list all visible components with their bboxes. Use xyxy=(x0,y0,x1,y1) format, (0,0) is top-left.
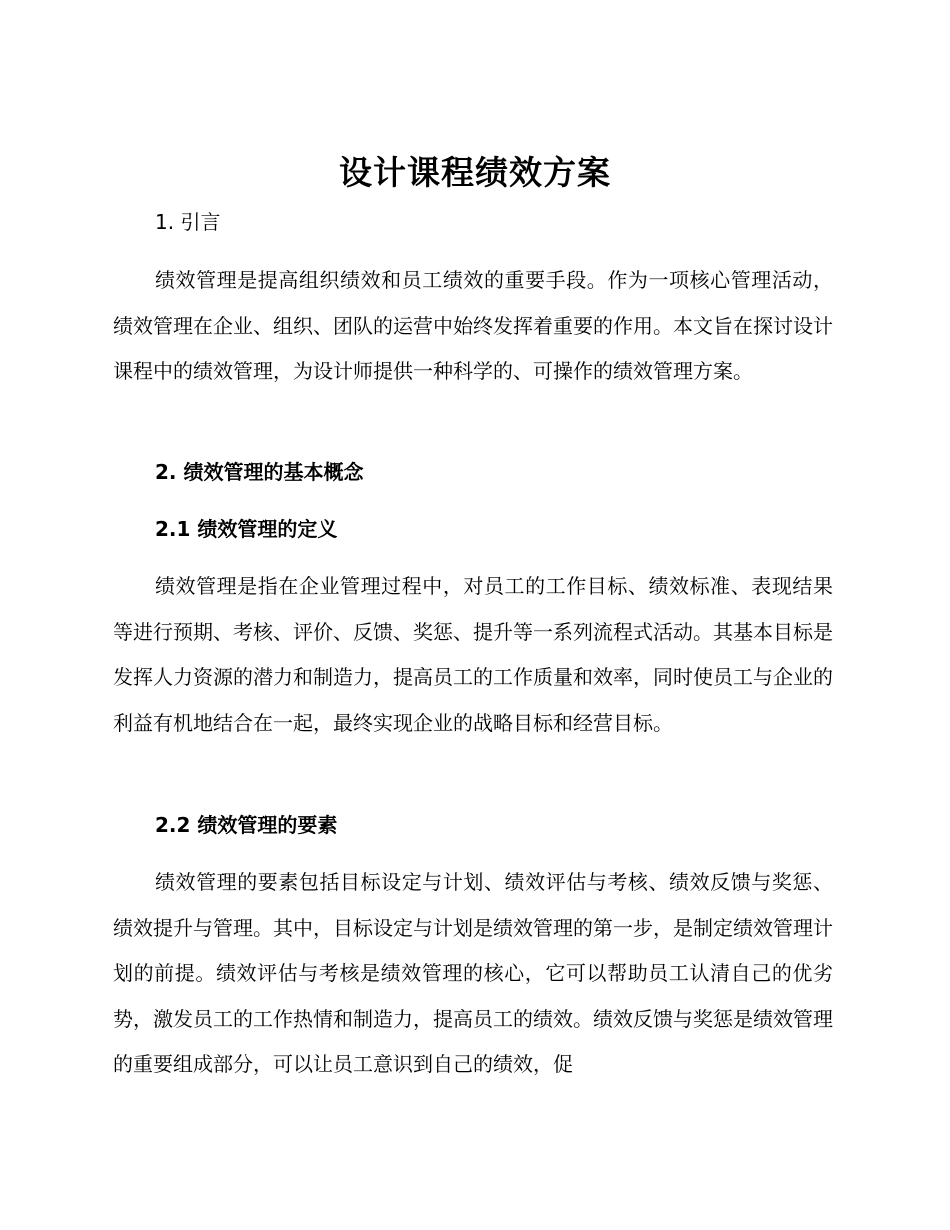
document-title: 设计课程绩效方案 xyxy=(339,153,611,192)
paragraph-elements: 绩效管理的要素包括目标设定与计划、绩效评估与考核、绩效反馈与奖惩、绩效提升与管理。其中，目标设定与计划是绩效管理的第一步，是制定绩效管理计划的前提。绩效评估与考核是绩效管理的核心，它可以帮助员工认清自己的优劣势，激发员工的工作热情和制造力，提高员工的绩效。绩效反馈与奖惩是绩效管理的重要组成部分，可以让员工意识到自己的绩效，促 xyxy=(113,870,833,1076)
paragraph-definition: 绩效管理是指在企业管理过程中，对员工的工作目标、绩效标准、表现结果等进行预期、考核、评价、反馈、奖惩、提升等一系列流程式活动。其基本目标是发挥人力资源的潜力和制造力，提高员工的工作质量和效率，同时使员工与企业的利益有机地结合在一起，最终实现企业的战略目标和经营目标。 xyxy=(113,574,833,735)
paragraph-introduction: 绩效管理是提高组织绩效和员工绩效的重要手段。作为一项核心管理活动，绩效管理在企业、组织、团队的运营中始终发挥着重要的作用。本文旨在探讨设计课程中的绩效管理，为设计师提供一种科学的、可操作的绩效管理方案。 xyxy=(113,268,833,383)
section-heading-definition: 2.1 绩效管理的定义 xyxy=(155,517,338,541)
section-heading-elements: 2.2 绩效管理的要素 xyxy=(155,813,338,837)
section-heading-basic-concepts: 2. 绩效管理的基本概念 xyxy=(155,460,364,484)
section-heading-introduction: 1. 引言 xyxy=(155,210,221,234)
